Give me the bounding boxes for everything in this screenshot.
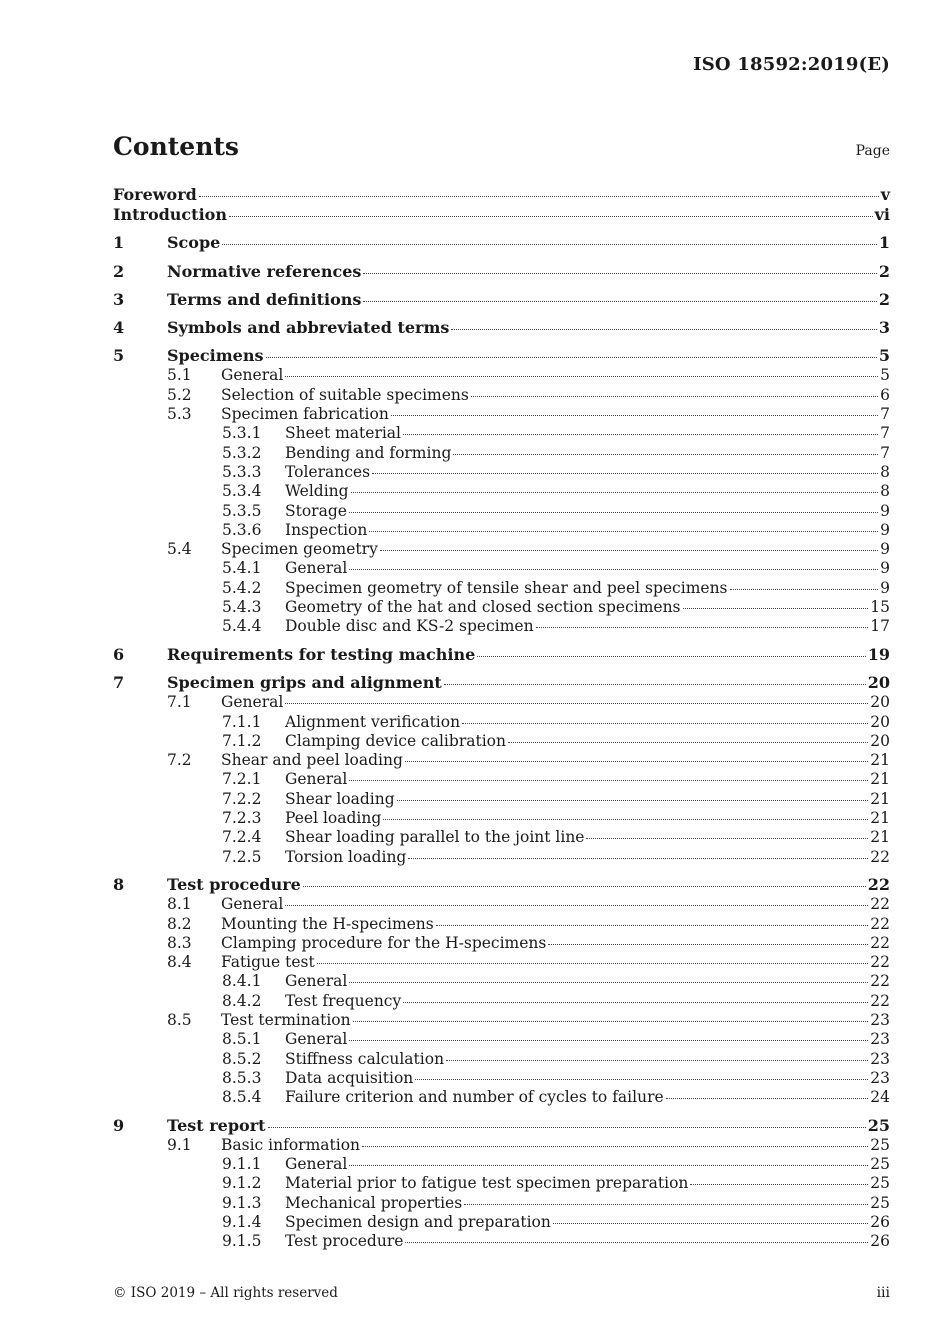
toc-entry-page: 26: [870, 1212, 890, 1231]
toc-entry-page: 22: [867, 875, 890, 895]
toc-entry[interactable]: [113, 1194, 890, 1213]
dot-leader: [508, 742, 868, 743]
dot-leader: [303, 886, 866, 887]
toc-entry-number: 5.4.3: [222, 598, 262, 617]
dot-leader: [683, 608, 869, 609]
toc-entry[interactable]: [113, 1011, 890, 1030]
toc-entry-page: 24: [870, 1088, 890, 1107]
toc-entry-page: 9: [880, 520, 890, 539]
dot-leader: [383, 819, 868, 820]
dot-leader: [408, 858, 868, 859]
toc-entry-page: 21: [870, 789, 890, 808]
toc-entry[interactable]: [113, 953, 890, 972]
toc-entry-label: General: [221, 366, 284, 385]
toc-entry[interactable]: [113, 693, 890, 712]
dot-leader: [453, 454, 878, 455]
toc-entry-number: 5.3.4: [222, 482, 262, 501]
toc-entry-label: Test frequency: [285, 991, 402, 1010]
toc-entry[interactable]: [113, 205, 890, 225]
toc-entry[interactable]: [113, 1030, 890, 1049]
dot-leader: [268, 1127, 866, 1128]
toc-entry[interactable]: [113, 713, 890, 732]
dot-leader: [369, 531, 878, 532]
toc-entry-label: Inspection: [285, 520, 368, 539]
dot-leader: [380, 550, 878, 551]
toc-entry[interactable]: [113, 318, 890, 338]
dot-leader: [349, 569, 878, 570]
toc-entry-page: 20: [867, 673, 890, 693]
dot-leader: [403, 1002, 868, 1003]
dot-leader: [391, 415, 878, 416]
toc-entry-number: 9: [113, 1115, 125, 1135]
toc-entry-page: 23: [870, 1010, 890, 1029]
toc-entry-label: Basic information: [221, 1135, 361, 1154]
toc-entry[interactable]: [113, 405, 890, 424]
toc-entry[interactable]: [113, 1069, 890, 1088]
toc-entry-number: 8.4: [167, 953, 192, 972]
toc-entry-page: 22: [870, 991, 890, 1010]
dot-leader: [397, 800, 869, 801]
toc-entry-page: 9: [880, 540, 890, 559]
toc-entry[interactable]: [113, 617, 890, 636]
toc-entry-page: 7: [880, 405, 890, 424]
toc-entry[interactable]: [113, 1136, 890, 1155]
toc-entry[interactable]: [113, 482, 890, 501]
copyright-notice: © ISO 2019 – All rights reserved: [113, 1285, 338, 1301]
dot-leader: [363, 301, 876, 302]
toc-entry[interactable]: [113, 673, 890, 693]
toc-entry-label: General: [285, 1155, 348, 1174]
dot-leader: [285, 905, 868, 906]
toc-entry-label: Normative references: [167, 261, 362, 281]
toc-entry-page: 21: [870, 770, 890, 789]
toc-entry-page: 15: [870, 598, 890, 617]
toc-entry[interactable]: [113, 346, 890, 366]
dot-leader: [353, 1021, 869, 1022]
toc-entry-page: 22: [870, 847, 890, 866]
toc-entry[interactable]: [113, 848, 890, 867]
toc-entry[interactable]: [113, 502, 890, 521]
toc-entry-page: 8: [880, 462, 890, 481]
toc-entry-page: 23: [870, 1030, 890, 1049]
toc-entry-label: Shear and peel loading: [221, 751, 403, 770]
toc-entry-page: 7: [880, 443, 890, 462]
toc-entry[interactable]: [113, 579, 890, 598]
table-of-contents: [113, 185, 890, 1252]
toc-entry-label: Clamping device calibration: [285, 731, 506, 750]
toc-entry-page: 25: [870, 1135, 890, 1154]
dot-leader: [351, 492, 879, 493]
toc-entry-label: General: [285, 972, 348, 991]
toc-entry-number: 2: [113, 261, 125, 281]
toc-entry-number: 5.3.2: [222, 443, 262, 462]
toc-entry-page: 25: [870, 1155, 890, 1174]
toc-entry-page: 2: [878, 261, 890, 281]
toc-entry-page: 20: [870, 712, 890, 731]
toc-entry-label: Welding: [285, 482, 349, 501]
toc-entry-label: General: [221, 895, 284, 914]
toc-entry-label: Test procedure: [285, 1232, 404, 1251]
dot-leader: [405, 1242, 868, 1243]
toc-entry-number: 7.2: [167, 751, 192, 770]
toc-entry-page: 3: [878, 318, 890, 338]
dot-leader: [285, 703, 868, 704]
toc-entry-label: Shear loading: [285, 789, 395, 808]
toc-entry-number: 7.1.1: [222, 712, 262, 731]
dot-leader: [199, 196, 879, 197]
toc-entry[interactable]: [113, 828, 890, 847]
dot-leader: [444, 684, 866, 685]
toc-entry-number: 8.4.1: [222, 972, 262, 991]
toc-entry-label: Failure criterion and number of cycles to failure: [285, 1088, 664, 1107]
dot-leader: [548, 944, 868, 945]
toc-entry-page: 21: [870, 828, 890, 847]
page-column-label: Page: [855, 143, 890, 159]
toc-entry-page: 23: [870, 1068, 890, 1087]
toc-entry[interactable]: [113, 875, 890, 895]
toc-entry-number: 5.1: [167, 366, 192, 385]
toc-entry-label: General: [285, 559, 348, 578]
toc-entry[interactable]: [113, 1155, 890, 1174]
toc-entry-number: 8.3: [167, 933, 192, 952]
toc-entry-number: 5.2: [167, 385, 192, 404]
toc-entry-label: Geometry of the hat and closed section specimens: [285, 598, 681, 617]
toc-entry[interactable]: [113, 1232, 890, 1251]
dot-leader: [451, 329, 876, 330]
toc-entry-number: 7.2.2: [222, 789, 262, 808]
dot-leader: [349, 512, 878, 513]
toc-entry-label: Introduction: [113, 205, 227, 224]
toc-entry-label: Clamping procedure for the H-specimens: [221, 933, 547, 952]
toc-entry-page: vi: [874, 205, 890, 224]
toc-entry-number: 9.1.3: [222, 1193, 262, 1212]
toc-entry-number: 7: [113, 673, 125, 693]
toc-entry[interactable]: [113, 770, 890, 789]
toc-entry-page: 25: [870, 1174, 890, 1193]
toc-entry[interactable]: [113, 598, 890, 617]
dot-leader: [690, 1184, 868, 1185]
toc-entry-label: Material prior to fatigue test specimen preparation: [285, 1174, 689, 1193]
toc-entry-number: 7.2.4: [222, 828, 262, 847]
toc-entry-number: 8.5.2: [222, 1049, 262, 1068]
toc-entry-number: 9.1.4: [222, 1212, 262, 1231]
toc-entry-number: 5.3.3: [222, 462, 262, 481]
toc-entry-label: Requirements for testing machine: [167, 644, 476, 664]
toc-entry[interactable]: [113, 992, 890, 1011]
toc-entry-page: 22: [870, 895, 890, 914]
dot-leader: [229, 216, 873, 217]
dot-leader: [462, 723, 868, 724]
toc-entry-label: Stiffness calculation: [285, 1049, 445, 1068]
toc-entry-number: 8: [113, 875, 125, 895]
toc-entry-label: Test termination: [221, 1010, 351, 1029]
dot-leader: [415, 1079, 868, 1080]
dot-leader: [586, 838, 868, 839]
toc-entry-number: 9.1: [167, 1135, 192, 1154]
dot-leader: [477, 656, 865, 657]
dot-leader: [349, 1040, 868, 1041]
document-id: ISO 18592:2019(E): [693, 54, 890, 75]
toc-entry-number: 5.4: [167, 540, 192, 559]
dot-leader: [536, 627, 869, 628]
toc-entry-label: Tolerances: [285, 462, 371, 481]
dot-leader: [362, 1146, 868, 1147]
toc-entry[interactable]: [113, 366, 890, 385]
toc-entry-page: 21: [870, 751, 890, 770]
dot-leader: [285, 376, 878, 377]
toc-entry[interactable]: [113, 751, 890, 770]
toc-entry[interactable]: [113, 559, 890, 578]
toc-entry-page: 17: [870, 617, 890, 636]
toc-entry-page: 19: [867, 644, 890, 664]
toc-entry-label: Fatigue test: [221, 953, 315, 972]
toc-entry-label: Test report: [167, 1115, 266, 1135]
toc-entry-label: Specimen geometry: [221, 540, 378, 559]
toc-entry-page: 22: [870, 972, 890, 991]
toc-entry-number: 7.2.1: [222, 770, 262, 789]
toc-entry-page: 5: [880, 366, 890, 385]
toc-entry-number: 1: [113, 233, 125, 253]
toc-entry-page: v: [880, 185, 890, 204]
toc-entry-number: 8.1: [167, 895, 192, 914]
toc-entry-label: Data acquisition: [285, 1068, 414, 1087]
toc-entry[interactable]: [113, 290, 890, 310]
toc-entry-page: 8: [880, 482, 890, 501]
toc-entry-page: 6: [880, 385, 890, 404]
toc-entry-label: Alignment verification: [285, 712, 461, 731]
toc-entry-label: Shear loading parallel to the joint line: [285, 828, 585, 847]
toc-entry[interactable]: [113, 386, 890, 405]
toc-entry[interactable]: [113, 444, 890, 463]
toc-entry-label: Specimen fabrication: [221, 405, 389, 424]
toc-entry-number: 8.5.3: [222, 1068, 262, 1087]
contents-title-row: [113, 132, 890, 161]
toc-entry-number: 8.4.2: [222, 991, 262, 1010]
toc-entry-page: 25: [870, 1193, 890, 1212]
toc-entry-number: 6: [113, 644, 125, 664]
toc-entry-label: Symbols and abbreviated terms: [167, 318, 450, 338]
toc-entry-label: General: [285, 1030, 348, 1049]
dot-leader: [403, 434, 878, 435]
toc-entry-number: 8.5: [167, 1010, 192, 1029]
toc-entry-page: 9: [880, 501, 890, 520]
toc-entry-label: Peel loading: [285, 809, 382, 828]
page-title: Contents: [113, 132, 240, 161]
toc-entry-label: Double disc and KS-2 specimen: [285, 617, 534, 636]
toc-entry-number: 8.5.4: [222, 1088, 262, 1107]
dot-leader: [349, 982, 868, 983]
toc-entry[interactable]: [113, 1116, 890, 1136]
toc-entry-number: 7.1.2: [222, 731, 262, 750]
toc-entry[interactable]: [113, 262, 890, 282]
toc-entry[interactable]: [113, 1088, 890, 1107]
toc-entry-label: Test procedure: [167, 875, 301, 895]
dot-leader: [349, 780, 868, 781]
toc-entry[interactable]: [113, 521, 890, 540]
toc-entry-number: 5.3.6: [222, 520, 262, 539]
dot-leader: [666, 1098, 869, 1099]
toc-entry-number: 3: [113, 289, 125, 309]
toc-entry-number: 5.3: [167, 405, 192, 424]
toc-entry-page: 9: [880, 578, 890, 597]
dot-leader: [436, 925, 869, 926]
toc-entry-page: 7: [880, 424, 890, 443]
dot-leader: [464, 1204, 868, 1205]
dot-leader: [349, 1165, 868, 1166]
dot-leader: [222, 244, 877, 245]
dot-leader: [446, 1060, 868, 1061]
dot-leader: [405, 761, 868, 762]
toc-entry[interactable]: [113, 972, 890, 991]
toc-entry-number: 9.1.1: [222, 1155, 262, 1174]
toc-entry-number: 7.2.5: [222, 847, 262, 866]
toc-entry-label: Terms and definitions: [167, 289, 362, 309]
toc-entry-page: 21: [870, 809, 890, 828]
toc-entry-number: 7.2.3: [222, 809, 262, 828]
toc-entry-number: 5.4.2: [222, 578, 262, 597]
toc-entry[interactable]: [113, 809, 890, 828]
toc-entry[interactable]: [113, 540, 890, 559]
toc-entry[interactable]: [113, 934, 890, 953]
toc-entry-number: 4: [113, 318, 125, 338]
toc-entry[interactable]: [113, 1174, 890, 1193]
toc-entry-page: 20: [870, 693, 890, 712]
toc-entry-label: Specimen design and preparation: [285, 1212, 551, 1231]
toc-entry-label: Foreword: [113, 185, 197, 204]
toc-entry-page: 23: [870, 1049, 890, 1068]
toc-entry[interactable]: [113, 895, 890, 914]
dot-leader: [553, 1223, 868, 1224]
toc-entry[interactable]: [113, 790, 890, 809]
toc-entry-number: 9.1.2: [222, 1174, 262, 1193]
toc-entry-page: 5: [878, 346, 890, 366]
toc-entry-label: General: [221, 693, 284, 712]
toc-entry-label: General: [285, 770, 348, 789]
toc-entry-number: 5.4.4: [222, 617, 262, 636]
toc-entry[interactable]: [113, 463, 890, 482]
toc-entry-label: Mechanical properties: [285, 1193, 463, 1212]
toc-entry[interactable]: [113, 732, 890, 751]
toc-entry-number: 5.4.1: [222, 559, 262, 578]
dot-leader: [317, 963, 869, 964]
toc-entry-label: Storage: [285, 501, 347, 520]
toc-entry[interactable]: [113, 1050, 890, 1069]
toc-entry-page: 26: [870, 1232, 890, 1251]
toc-entry-number: 8.2: [167, 914, 192, 933]
toc-entry[interactable]: [113, 645, 890, 665]
toc-entry-label: Sheet material: [285, 424, 402, 443]
toc-entry-page: 9: [880, 559, 890, 578]
toc-entry[interactable]: [113, 233, 890, 253]
toc-entry-page: 1: [878, 233, 890, 253]
toc-entry[interactable]: [113, 424, 890, 443]
toc-entry-page: 25: [867, 1115, 890, 1135]
toc-entry-page: 22: [870, 914, 890, 933]
toc-entry-label: Selection of suitable specimens: [221, 385, 469, 404]
toc-entry-number: 5.3.5: [222, 501, 262, 520]
toc-entry-label: Specimens: [167, 346, 264, 366]
dot-leader: [730, 589, 879, 590]
toc-entry-label: Torsion loading: [285, 847, 407, 866]
toc-entry-label: Mounting the H-specimens: [221, 914, 434, 933]
toc-entry-number: 7.1: [167, 693, 192, 712]
toc-entry-page: 2: [878, 289, 890, 309]
dot-leader: [372, 473, 878, 474]
toc-entry-label: Specimen geometry of tensile shear and peel specimens: [285, 578, 728, 597]
toc-entry-label: Scope: [167, 233, 221, 253]
page-number: iii: [876, 1285, 890, 1301]
toc-entry-number: 5: [113, 346, 125, 366]
toc-entry-page: 20: [870, 731, 890, 750]
toc-entry-number: 5.3.1: [222, 424, 262, 443]
dot-leader: [363, 273, 876, 274]
toc-entry-number: 8.5.1: [222, 1030, 262, 1049]
toc-entry-label: Bending and forming: [285, 443, 452, 462]
toc-entry-number: 9.1.5: [222, 1232, 262, 1251]
toc-entry-label: Specimen grips and alignment: [167, 673, 442, 693]
toc-entry[interactable]: [113, 915, 890, 934]
toc-entry[interactable]: [113, 185, 890, 205]
toc-entry-page: 22: [870, 953, 890, 972]
dot-leader: [471, 396, 878, 397]
toc-entry-page: 22: [870, 933, 890, 952]
dot-leader: [266, 357, 877, 358]
toc-entry[interactable]: [113, 1213, 890, 1232]
